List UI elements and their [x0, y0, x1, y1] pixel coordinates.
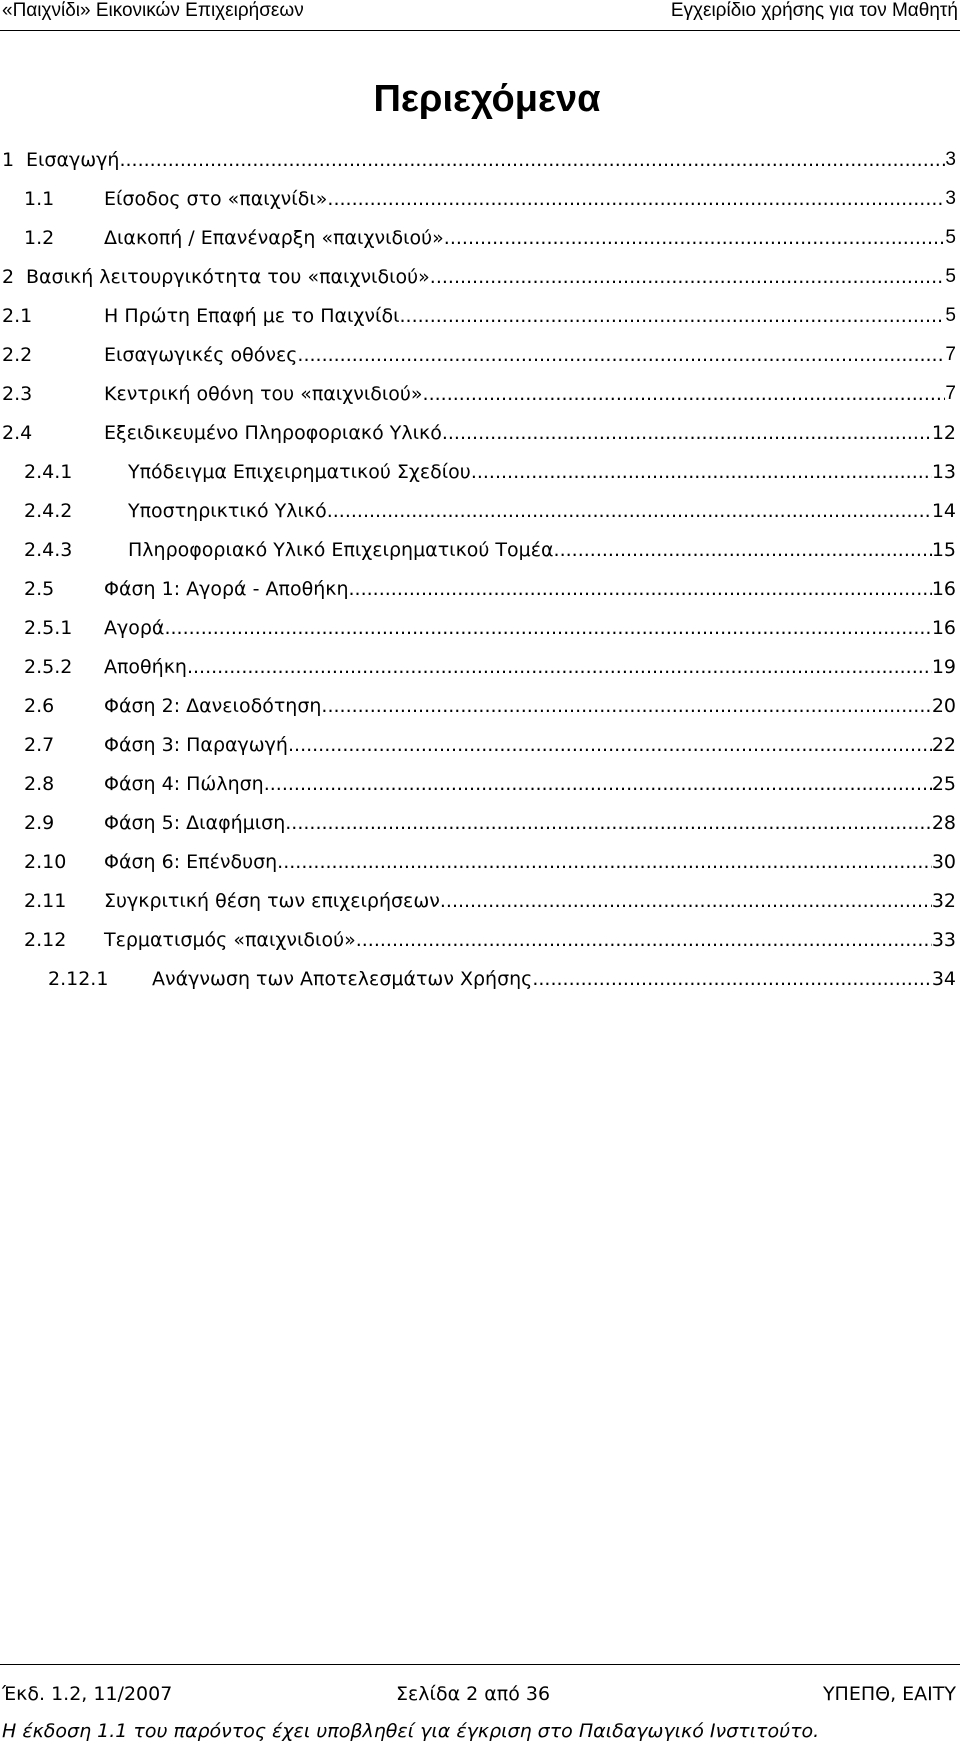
toc-entry-page: 22	[931, 734, 956, 756]
toc-entry[interactable]	[0, 653, 956, 692]
toc-entry[interactable]	[0, 965, 956, 1004]
toc-leader-dots	[164, 614, 931, 642]
toc-entry-number: 2.9	[24, 812, 55, 834]
toc-entry-page: 33	[931, 929, 956, 951]
toc-entry-number: 2.10	[24, 851, 67, 873]
toc-leader-dots	[554, 536, 932, 564]
toc-entry-label: Εισαγωγικές οθόνες	[104, 344, 298, 366]
toc-entry-number: 2.3	[2, 383, 33, 405]
footer-approval-note: Η έκδοση 1.1 του παρόντος έχει υποβληθεί για έγκριση στο Παιδαγωγικό Ινστιτούτο.	[2, 1720, 820, 1742]
toc-leader-dots	[532, 965, 931, 993]
header-document-title: «Παιχνίδι» Εικονικών Επιχειρήσεων	[2, 0, 304, 21]
toc-entry-page: 28	[931, 812, 956, 834]
toc-entry-page: 5	[945, 266, 956, 287]
toc-entry-page: 3	[945, 188, 956, 209]
toc-entry-page: 3	[945, 149, 956, 170]
toc-entry-number: 1	[2, 149, 15, 171]
toc-entry-label: Κεντρική οθόνη του «παιχνιδιού»	[104, 383, 423, 405]
toc-entry[interactable]	[0, 341, 956, 380]
toc-entry-number: 2.7	[24, 734, 55, 756]
toc-entry[interactable]	[0, 848, 956, 887]
toc-entry-page: 25	[931, 773, 956, 795]
page-title: Περιεχόμενα	[373, 78, 601, 120]
toc-entry-page: 15	[931, 539, 956, 561]
toc-entry[interactable]	[0, 575, 956, 614]
toc-entry-number: 2.5	[24, 578, 55, 600]
toc-entry-label: Φάση 4: Πώληση	[104, 773, 264, 795]
toc-entry-number: 2.12	[24, 929, 67, 951]
toc-leader-dots	[119, 146, 945, 174]
toc-entry-page: 34	[931, 968, 956, 990]
toc-entry[interactable]	[0, 146, 956, 185]
toc-entry-page: 5	[945, 305, 956, 326]
toc-entry-label: Τερματισμός «παιχνιδιού»	[104, 929, 356, 951]
toc-entry-label: Ανάγνωση των Αποτελεσμάτων Χρήσης	[152, 968, 533, 990]
toc-entry-number: 1.1	[24, 188, 55, 210]
toc-leader-dots	[444, 224, 946, 252]
toc-entry[interactable]	[0, 770, 956, 809]
toc-leader-dots	[187, 653, 932, 681]
toc-entry-number: 1.2	[24, 227, 55, 249]
toc-entry[interactable]	[0, 302, 956, 341]
toc-entry-page: 13	[931, 461, 956, 483]
toc-entry-page: 19	[931, 656, 956, 678]
toc-leader-dots	[264, 770, 932, 798]
toc-entry[interactable]	[0, 419, 956, 458]
toc-entry-number: 2.2	[2, 344, 33, 366]
toc-entry-page: 32	[931, 890, 956, 912]
toc-leader-dots	[285, 809, 932, 837]
toc-entry-number: 2.5.2	[24, 656, 73, 678]
toc-entry[interactable]	[0, 887, 956, 926]
toc-entry-number: 2.12.1	[48, 968, 109, 990]
toc-entry-label: Διακοπή / Επανέναρξη «παιχνιδιού»	[104, 227, 444, 249]
toc-leader-dots	[440, 887, 932, 915]
toc-entry-page: 20	[931, 695, 956, 717]
toc-entry[interactable]	[0, 692, 956, 731]
toc-entry[interactable]	[0, 224, 956, 263]
toc-entry-number: 2.4	[2, 422, 33, 444]
toc-leader-dots	[400, 302, 946, 330]
toc-entry-label: Φάση 1: Αγορά - Αποθήκη	[104, 578, 349, 600]
toc-entry[interactable]	[0, 263, 956, 302]
toc-leader-dots	[356, 926, 932, 954]
toc-entry-number: 2.11	[24, 890, 67, 912]
toc-leader-dots	[423, 380, 946, 408]
toc-entry-page: 16	[931, 578, 956, 600]
toc-entry-number: 2.4.3	[24, 539, 73, 561]
toc-entry-label: Συγκριτική θέση των επιχειρήσεων	[104, 890, 440, 912]
toc-entry-page: 12	[931, 422, 956, 444]
toc-entry-label: Είσοδος στο «παιχνίδι»	[104, 188, 328, 210]
toc-entry-page: 16	[931, 617, 956, 639]
toc-entry-label: Βασική λειτουργικότητα του «παιχνιδιού»	[26, 266, 430, 288]
footer-organization: ΥΠΕΠΘ, ΕΑΙΤΥ	[822, 1683, 956, 1705]
toc-entry-number: 2.5.1	[24, 617, 73, 639]
toc-entry-number: 2.6	[24, 695, 55, 717]
footer-edition: Έκδ. 1.2, 11/2007	[2, 1683, 173, 1705]
toc-entry-number: 2.8	[24, 773, 55, 795]
toc-leader-dots	[471, 458, 932, 486]
toc-entry-label: Η Πρώτη Επαφή με το Παιχνίδι	[104, 305, 400, 327]
toc-leader-dots	[297, 341, 945, 369]
toc-entry-label: Εισαγωγή	[26, 149, 120, 171]
table-of-contents	[0, 146, 956, 1004]
toc-leader-dots	[288, 731, 932, 759]
toc-entry[interactable]	[0, 809, 956, 848]
toc-entry-page: 7	[945, 383, 956, 404]
toc-entry-number: 2.4.2	[24, 500, 73, 522]
toc-entry[interactable]	[0, 380, 956, 419]
toc-entry-page: 14	[931, 500, 956, 522]
toc-entry-label: Φάση 5: Διαφήμιση	[104, 812, 286, 834]
toc-entry[interactable]	[0, 458, 956, 497]
toc-entry[interactable]	[0, 497, 956, 536]
toc-entry-page: 7	[945, 344, 956, 365]
header-manual-title: Εγχειρίδιο χρήσης για τον Μαθητή	[670, 0, 958, 21]
toc-entry-label: Υπόδειγμα Επιχειρηματικού Σχεδίου	[128, 461, 471, 483]
toc-entry[interactable]	[0, 614, 956, 653]
footer-page-number: Σελίδα 2 από 36	[396, 1683, 551, 1705]
toc-entry-number: 2.4.1	[24, 461, 73, 483]
toc-leader-dots	[430, 263, 946, 291]
toc-entry[interactable]	[0, 731, 956, 770]
toc-entry-label: Φάση 6: Επένδυση	[104, 851, 278, 873]
toc-leader-dots	[327, 185, 945, 213]
toc-entry-number: 2.1	[2, 305, 33, 327]
toc-entry[interactable]	[0, 185, 956, 224]
toc-entry-label: Υποστηρικτικό Υλικό	[128, 500, 327, 522]
toc-entry-page: 5	[945, 227, 956, 248]
toc-leader-dots	[327, 497, 932, 525]
toc-entry[interactable]	[0, 926, 956, 965]
toc-leader-dots	[277, 848, 932, 876]
page-header	[0, 0, 960, 31]
toc-leader-dots	[321, 692, 931, 720]
toc-entry-label: Αγορά	[104, 617, 165, 639]
toc-entry-number: 2	[2, 266, 15, 288]
toc-entry-label: Εξειδικευμένο Πληροφοριακό Υλικό	[104, 422, 442, 444]
toc-leader-dots	[349, 575, 932, 603]
toc-entry-label: Αποθήκη	[104, 656, 187, 678]
toc-entry-label: Πληροφοριακό Υλικό Επιχειρηματικού Τομέα	[128, 539, 554, 561]
toc-entry-label: Φάση 3: Παραγωγή	[104, 734, 288, 756]
toc-leader-dots	[442, 419, 932, 447]
toc-entry-label: Φάση 2: Δανειοδότηση	[104, 695, 322, 717]
toc-entry-page: 30	[931, 851, 956, 873]
toc-entry[interactable]	[0, 536, 956, 575]
page-footer	[0, 1664, 960, 1750]
